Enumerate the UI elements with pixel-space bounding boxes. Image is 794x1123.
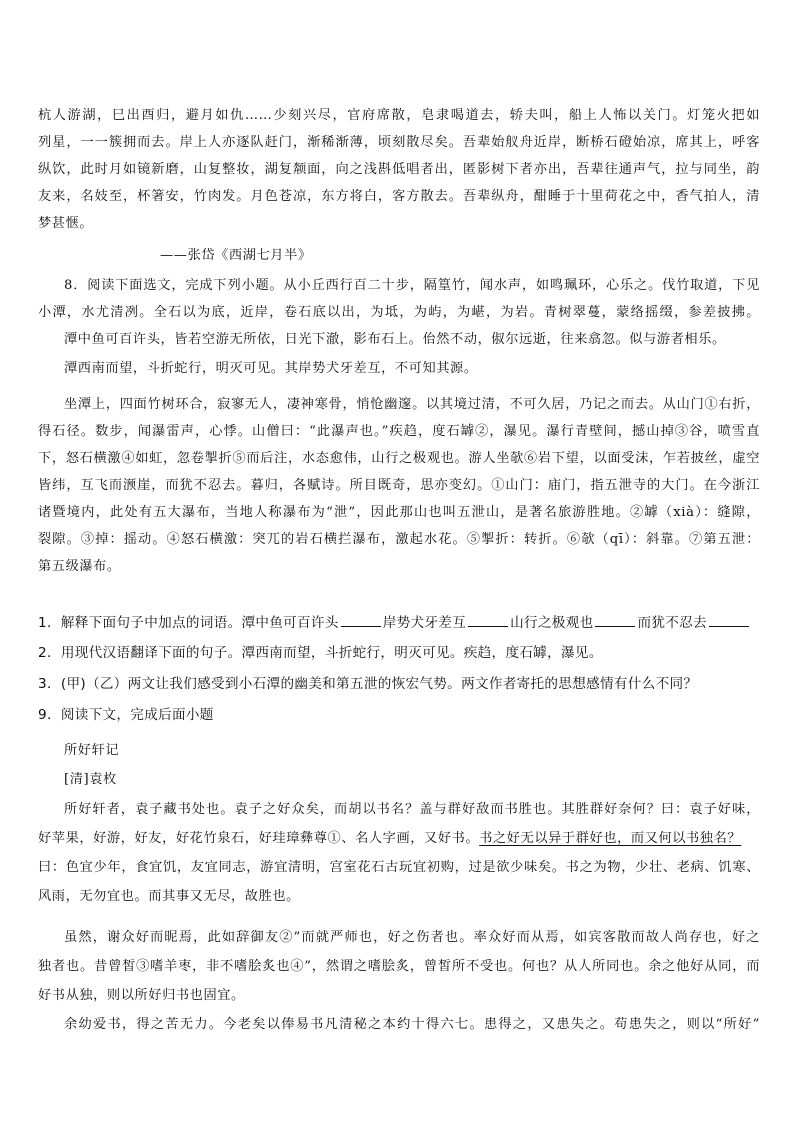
- q9-line-4: 风雨，无勿宜也。而其事又无尽，故胜也。: [38, 889, 300, 904]
- q8-sub1-blank-2[interactable]: [468, 612, 508, 627]
- q8-sub2: 2．用现代汉语翻译下面的句子。潭西南而望，斗折蛇行，明灭可见。疾趋，度石罅，瀑见。: [38, 645, 603, 661]
- q8-sub1-prefix: 1．解释下面句子中加点的词语。: [38, 615, 242, 631]
- q9-line-1: 所好轩者，袁子藏书处也。袁子之好众矣，而胡以书名？盖与群好敌而书胜也。其胜群好奈何？曰：袁子好味，: [64, 802, 760, 817]
- q9-author: [清]袁枚: [64, 772, 117, 787]
- q9-line-7: 好书从独，则以所好归书也固宜。: [38, 988, 245, 1003]
- passage1-line-4: 友来，名妓至，杯箸安，竹肉发。月色苍凉，东方将白，客方散去。吾辈纵舟，酣睡于十里荷花之中，香气拍人，清: [38, 189, 760, 204]
- passage1-line-2: 列星，一一簇拥而去。岸上人亦逐队赶门，渐稀渐薄，顷刻散尽矣。吾辈始舣舟近岸，断桥石磴始凉，席其上，呼客: [38, 135, 760, 150]
- passage1-line-3: 纵饮，此时月如镜新磨，山复整妆，湖复颒面，向之浅斟低唱者出，匿影树下者亦出，吾辈往通声气，拉与同坐，韵: [38, 162, 760, 177]
- q9-line-6: 独者也。昔曾皙③嗜羊枣，非不嗜脍炙也④”，然谓之嗜脍炙，曾皙所不受也。何也？从人所同也。余之他好从同，而: [38, 959, 760, 974]
- q8-line-10: 裂隙。③掉：摇动。④怒石横激：突兀的岩石横拦瀑布，激起水花。⑤掣折：转折。⑥欹（qī）：斜靠。⑦第五泄：: [38, 532, 760, 547]
- q9-underlined-sentence: 书之好无以异于群好也，而又何以书独名？: [479, 831, 742, 846]
- q8-sub1: [38, 612, 760, 633]
- q8-sub1-item-4: 而犹不忍去: [637, 615, 707, 631]
- q8-line-11: 第五级瀑布。: [38, 559, 121, 574]
- q9-line-8: 余幼爱书，得之苦无力。今老矣以俸易书凡清秘之本约十得六七。患得之，又患失之。苟患失之，则以“所好”: [64, 1017, 760, 1032]
- passage1-line-1: 杭人游湖，巳出酉归，避月如仇……少刻兴尽，官府席散，皂隶喝道去，轿夫叫，船上人怖以关门。灯笼火把如: [38, 108, 760, 123]
- q8-line-4: 潭西南而望，斗折蛇行，明灭可见。其岸势犬牙差互，不可知其源。: [64, 361, 478, 376]
- q8-line-2: 小潭，水尤清冽。全石以为底，近岸，卷石底以出，为坻，为屿，为嵁，为岩。青树翠蔓，蒙络摇缀，参差披拂。: [38, 305, 760, 320]
- q8-line-6: 得石径。数步，闻瀑雷声，心悸。山僧曰：“此瀑声也。”疾趋，度石罅②，瀑见。瀑行青壁间，撼山掉③谷，喷雪直: [38, 424, 760, 439]
- q9-title: 所好轩记: [64, 743, 120, 758]
- q8-sub1-item-3: 山行之极观也: [510, 615, 594, 631]
- q9-line-2: [38, 829, 760, 849]
- q8-sub1-item-1: 潭中鱼可百许头: [241, 615, 339, 631]
- q8-line-5: 坐潭上，四面竹树环合，寂寥无人，凄神寒骨，悄怆幽邃。以其境过清，不可久居，乃记之而去。从山门①右折，: [64, 397, 760, 412]
- q9-heading: 9．阅读下文，完成后面小题: [38, 707, 214, 723]
- q9-line-2-plain: 好苹果，好游，好友，好花竹泉石，好珪璋彝尊①、名人字画，又好书。: [38, 831, 480, 846]
- q8-sub1-blank-4[interactable]: [709, 612, 749, 627]
- passage1-source: ——张岱《西湖七月半》: [160, 248, 312, 263]
- q8-line-1: 8．阅读下面选文，完成下列小题。从小丘西行百二十步，隔篁竹，闻水声，如鸣珮环，心乐之。伐竹取道，下见: [64, 278, 760, 293]
- q8-sub1-blank-3[interactable]: [595, 612, 635, 627]
- q8-sub3: 3．(甲)（乙）两文让我们感受到小石潭的幽美和第五泄的恢宏气势。两文作者寄托的思想感情有什么不同？: [38, 676, 698, 692]
- q8-line-7: 下，怒石横激④如虹，忽卷掣折⑤而后注，水态愈伟，山行之极观也。游人坐欹⑥岩下望，以面受沫，乍若披丝，虚空: [38, 451, 760, 466]
- q8-line-3: 潭中鱼可百许头，皆若空游无所依，日光下澈，影布石上。佁然不动，俶尔远逝，往来翕忽。似与游者相乐。: [64, 332, 726, 347]
- passage1-line-5: 梦甚惬。: [38, 216, 94, 231]
- q9-line-3: 曰：色宜少年，食宜饥，友宜同志，游宜清明，宫室花石古玩宜初购，过是欲少味矣。书之为物，少壮、老病、饥寒、: [38, 860, 760, 875]
- q8-sub1-item-2: 岸势犬牙差互: [382, 615, 467, 631]
- q8-line-9: 诸暨境内，此处有五大瀑布，当地人称瀑布为“泄”，因此那山也叫五泄山，是著名旅游胜地。②罅（xià）：缝隙，: [38, 505, 760, 520]
- q9-line-5: 虽然，谢众好而昵焉，此如辞御友②”而就严师也，好之伤者也。率众好而从焉，如宾客散而故人尚存也，好之: [64, 930, 760, 945]
- q8-sub1-blank-1[interactable]: [341, 612, 381, 627]
- q8-line-8: 皆纬，互飞而滪崖，而犹不忍去。暮归，各赋诗。所目既奇，思亦变幻。①山门：庙门，指五泄寺的大门。在今浙江: [38, 478, 760, 493]
